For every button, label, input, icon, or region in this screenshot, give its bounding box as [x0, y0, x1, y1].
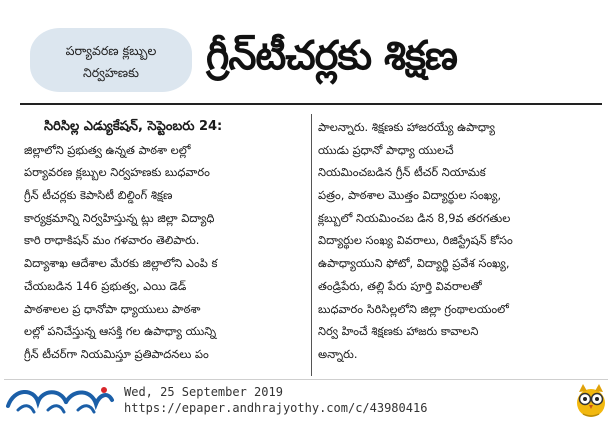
epaper-url-link[interactable]: https://epaper.andhrajyothy.com/c/43980416 — [124, 401, 428, 415]
right-column-line: బుధవారం సిరిసిల్లలోని జిల్లా గ్రంథాలయంలో — [318, 301, 509, 316]
logo-mark — [4, 382, 116, 416]
left-column-line: విద్యాశాఖ ఆదేశాల మేరకు జిల్లాలోని ఎంపి క — [24, 256, 218, 271]
headline-divider — [20, 103, 602, 105]
right-column-line: క్లబ్బులో నియమించబ డిన 8,9వ తరగతుల — [318, 210, 511, 225]
left-column-line: జిల్లాలోని ప్రభుత్వ ఉన్నత పాఠశా లల్లో — [24, 142, 191, 157]
left-column-line: లల్లో పనిచేస్తున్న ఆసక్తి గల ఉపాధ్యా యున్ని — [24, 324, 217, 339]
right-column — [318, 116, 604, 366]
owl-mascot-graphic — [574, 382, 608, 418]
owl-mascot-icon — [574, 382, 608, 418]
right-column-line: ఉపాధ్యాయుని ఫోటో, విద్యార్థి ప్రవేశ సంఖ్య, — [318, 256, 510, 271]
left-column — [24, 116, 306, 366]
left-column-line: కారి రాధాకిషన్‌ మం గళవారం తెలిపారు. — [24, 233, 200, 248]
right-column-line: నియమించబడిన గ్రీన్‌ టీచర్‌ నియామక — [318, 165, 486, 180]
left-column-line: కార్యక్రమాన్ని నిర్వహిస్తున్న ట్లు జిల్లా విద్యాధి — [24, 210, 215, 225]
left-column-line: పర్యావరణ క్లబ్బుల నిర్వహణకు బుధవారం — [24, 165, 210, 180]
kicker-line-2: నిర్వహణకు — [82, 65, 139, 80]
right-column-line: నిర్వ హించే శిక్షణకు హాజరు కావాలని — [318, 324, 479, 339]
right-column-line: అన్నారు. — [318, 346, 358, 361]
right-column-line: తండ్రిపేరు, తల్లి పేరు పూర్తి వివరాలతో — [318, 278, 482, 293]
kicker-line-1: పర్యావరణ క్లబ్బుల — [65, 43, 157, 58]
right-column-line: విద్యార్థుల సంఖ్య వివరాలు, రిజిస్ట్రేషన్‌ కోసం — [318, 233, 513, 248]
left-column-body — [24, 139, 306, 366]
column-divider — [311, 114, 312, 376]
right-column-line: యుడు ప్రధానో పాధ్యా యులచే — [318, 142, 454, 157]
right-column-line: పత్రం, పాఠశాల మొత్తం విద్యార్థుల సంఖ్య, — [318, 188, 502, 203]
right-column-body — [318, 116, 604, 366]
andhrajyothy-logo[interactable] — [4, 382, 116, 416]
kicker-box — [30, 28, 192, 92]
article-headline: గ్రీన్‌టీచర్లకు శిక్షణ — [206, 33, 457, 79]
dateline: సిరిసిల్ల ఎడ్యుకేషన్‌, సెప్టెంబరు 24: — [44, 119, 223, 134]
footer-divider — [4, 379, 608, 380]
right-column-line: పాలన్నారు. శిక్షణకు హాజరయ్యే ఉపాధ్యా — [318, 120, 495, 134]
publication-date: Wed, 25 September 2019 — [124, 385, 283, 399]
left-column-line: గ్రీన్‌ టీచర్‌గా నియమిస్తూ ప్రతిపాదనలు పం — [24, 346, 209, 361]
left-column-line: గ్రీన్‌ టీచర్లకు కెపాసిటీ బిల్డింగ్‌ శిక్షణ — [24, 188, 173, 203]
left-column-line: పాఠశాలల ప్ర ధానోపా ధ్యాయులు పాఠశా — [24, 301, 201, 316]
left-column-line: చేయబడిన 146 ప్రభుత్వ, ఎయి డెడ్‌ — [24, 278, 187, 293]
